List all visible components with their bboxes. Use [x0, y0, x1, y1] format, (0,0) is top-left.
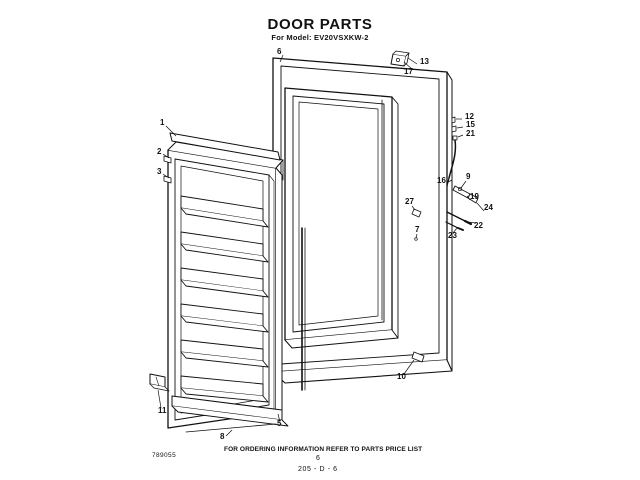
callout-13: 13: [420, 57, 429, 66]
model-subtitle: For Model: EV20VSXKW-2: [271, 33, 369, 42]
callout-17: 17: [404, 67, 413, 76]
callout-24: 24: [484, 203, 493, 212]
callout-22: 22: [474, 221, 483, 230]
sheet-code: 205 - D - 6: [298, 466, 338, 473]
callout-2: 2: [157, 147, 162, 156]
callout-12: 12: [465, 112, 474, 121]
ordering-note: FOR ORDERING INFORMATION REFER TO PARTS PRICE LIST: [224, 446, 423, 453]
callout-23: 23: [448, 231, 457, 240]
callout-19: 19: [470, 192, 479, 201]
callout-10: 10: [397, 372, 406, 381]
part-number: 789055: [152, 452, 177, 459]
callout-7: 7: [415, 225, 420, 234]
callout-9: 9: [466, 172, 471, 181]
callout-8: 8: [220, 432, 225, 441]
callout-5: 5: [277, 419, 282, 428]
callout-1: 1: [160, 118, 165, 127]
callout-27: 27: [405, 197, 414, 206]
callout-11: 11: [158, 406, 167, 415]
callout-15: 15: [466, 120, 475, 129]
callout-21: 21: [466, 129, 475, 138]
callout-3: 3: [157, 167, 162, 176]
page-title: DOOR PARTS: [267, 16, 373, 33]
callout-6: 6: [277, 47, 282, 56]
page-number: 6: [316, 455, 320, 462]
callout-16: 16: [437, 176, 446, 185]
